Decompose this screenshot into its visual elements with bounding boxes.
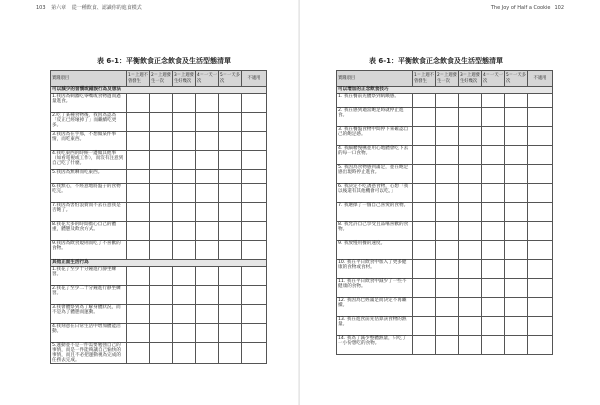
rating-cell	[505, 240, 528, 259]
table-row	[51, 132, 267, 151]
column-header-not-applicable: 不適用	[528, 71, 553, 87]
rating-cell	[528, 221, 553, 240]
rating-cell	[459, 240, 482, 259]
rating-cell	[173, 240, 196, 259]
table-row	[51, 202, 267, 221]
checklist-item-text: 13. 我在進食前先估算該食物的熱量。	[337, 316, 413, 335]
rating-cell	[436, 221, 459, 240]
table-row	[337, 297, 553, 316]
rating-cell	[219, 266, 242, 285]
right-running-header	[308, 4, 564, 13]
right-checklist-table	[336, 70, 553, 355]
chapter-title: 從一種飲食、認識你的進食模式	[71, 5, 142, 11]
checklist-item-text: 7. 我選擇了一個自己喜愛的食物。	[337, 202, 413, 221]
rating-cell	[196, 94, 219, 113]
column-header-once: 2＝上週發生一次	[436, 71, 459, 87]
table-row	[337, 183, 553, 202]
rating-cell	[436, 297, 459, 316]
rating-cell	[505, 183, 528, 202]
rating-cell	[482, 278, 505, 297]
rating-cell	[219, 221, 242, 240]
table-row	[51, 266, 267, 285]
rating-cell	[459, 145, 482, 164]
rating-cell	[505, 164, 528, 183]
rating-cell	[219, 113, 242, 132]
rating-cell	[528, 316, 553, 335]
table-row	[337, 126, 553, 145]
rating-cell	[459, 183, 482, 202]
rating-cell	[173, 183, 196, 202]
rating-cell	[528, 145, 553, 164]
rating-cell	[219, 342, 242, 363]
table-row	[337, 259, 553, 278]
checklist-item-text: 8. 我允許自己享受且品嚐喜歡的食物。	[337, 221, 413, 240]
table-row	[51, 285, 267, 304]
rating-cell	[482, 202, 505, 221]
rating-cell	[196, 285, 219, 304]
rating-cell	[150, 266, 173, 285]
checklist-item-text: 4.我吃東西的時候一邊做其他事（如看電視或工作），而沒有注意到自己吃了什麼。	[51, 151, 127, 170]
table-row	[337, 164, 553, 183]
rating-cell	[219, 304, 242, 323]
checklist-item-text: 1. 我在餐前先體察到飢餓感。	[337, 94, 413, 108]
rating-cell	[219, 202, 242, 221]
rating-cell	[127, 183, 150, 202]
rating-cell	[150, 323, 173, 342]
section-heading: 可以減少的習慣或錯誤行為及想法	[51, 87, 267, 94]
rating-cell	[413, 297, 436, 316]
left-table-title: 表 6-1：平衡飲食正念飲食及生活型態清單	[96, 57, 232, 65]
checklist-item-text: 8.我花大多的時間擔心自己的體重，體態及飲食方式。	[51, 221, 127, 240]
rating-cell	[413, 183, 436, 202]
rating-cell	[219, 285, 242, 304]
rating-cell	[459, 164, 482, 183]
rating-cell	[127, 113, 150, 132]
book-title: The Joy of Half a Cookie	[490, 5, 551, 11]
rating-cell	[219, 170, 242, 184]
rating-cell	[482, 183, 505, 202]
table-row	[337, 202, 553, 221]
rating-cell	[505, 94, 528, 108]
checklist-item-text: 2.吃了某種食物後，我因為認為「反正已經壞掉了」而繼續吃更多。	[51, 113, 127, 132]
rating-cell	[173, 132, 196, 151]
table-row	[51, 221, 267, 240]
checklist-item-text: 1.我花了至少十分鐘進行靜坐練習。	[51, 266, 127, 285]
rating-cell	[505, 259, 528, 278]
left-page-number: 103	[36, 5, 46, 11]
checklist-item-text: 3.我會體察到為了解身體狀況，而不是為了體態而運動。	[51, 304, 127, 323]
rating-cell	[436, 126, 459, 145]
rating-cell	[150, 342, 173, 363]
rating-cell	[127, 323, 150, 342]
right-header-row	[337, 71, 553, 87]
rating-cell	[173, 202, 196, 221]
rating-cell	[173, 342, 196, 363]
rating-cell	[242, 323, 267, 342]
column-header-once: 2＝上週發生一次	[150, 71, 173, 87]
checklist-item-text: 14. 我為了減少整體熱量，只吃了一小份想吃的食物。	[337, 335, 413, 354]
rating-cell	[242, 266, 267, 285]
rating-cell	[413, 240, 436, 259]
checklist-item-text: 9. 我放慢用餐的速度。	[337, 240, 413, 259]
rating-cell	[505, 297, 528, 316]
column-header-item: 實踐項目	[337, 71, 413, 87]
rating-cell	[436, 202, 459, 221]
table-row	[337, 94, 553, 108]
rating-cell	[150, 170, 173, 184]
column-header-multiple-daily: 5＝一天多次	[219, 71, 242, 87]
checklist-item-text: 5.我因為無聊而吃東西。	[51, 170, 127, 184]
checklist-item-text: 4. 我細嚼慢嚥並用心地體會吃下去的每一口食物。	[337, 145, 413, 164]
rating-cell	[505, 107, 528, 126]
rating-cell	[413, 221, 436, 240]
rating-cell	[242, 170, 267, 184]
checklist-item-text: 4.我刻意在日常生活中增加體能活動。	[51, 323, 127, 342]
rating-cell	[173, 285, 196, 304]
rating-cell	[150, 132, 173, 151]
rating-cell	[482, 221, 505, 240]
column-header-never: 1＝上週不曾發生	[413, 71, 436, 87]
right-table-title: 表 6-1：平衡飲食正念飲食及生活型態清單	[368, 57, 504, 65]
rating-cell	[413, 278, 436, 297]
rating-cell	[242, 221, 267, 240]
rating-cell	[459, 335, 482, 354]
rating-cell	[127, 221, 150, 240]
chapter-label: 第六章	[51, 5, 67, 11]
rating-cell	[459, 107, 482, 126]
table-row	[337, 335, 553, 354]
rating-cell	[219, 240, 242, 259]
column-header-several: 3＝上週發生好幾次	[459, 71, 482, 87]
rating-cell	[196, 342, 219, 363]
rating-cell	[413, 107, 436, 126]
rating-cell	[505, 126, 528, 145]
rating-cell	[459, 221, 482, 240]
checklist-item-text: 1.我因為刺激吃零嘴或食物過而過量進食。	[51, 94, 127, 113]
table-row	[337, 278, 553, 297]
rating-cell	[150, 183, 173, 202]
table-row	[337, 107, 553, 126]
rating-cell	[528, 183, 553, 202]
checklist-item-text: 5.運動並不是一件需要勉強自己的事情，而是一件能夠讓自己愉快的事情，而且不必把運動視為完成的任務去完成。	[51, 342, 127, 363]
rating-cell	[196, 113, 219, 132]
rating-cell	[482, 259, 505, 278]
left-header-row	[51, 71, 267, 87]
right-page	[300, 0, 600, 405]
right-table-body	[337, 87, 553, 355]
left-running-header	[36, 4, 292, 13]
rating-cell	[459, 316, 482, 335]
rating-cell	[173, 94, 196, 113]
rating-cell	[173, 151, 196, 170]
rating-cell	[528, 164, 553, 183]
rating-cell	[242, 183, 267, 202]
rating-cell	[413, 126, 436, 145]
section-row	[51, 259, 267, 266]
rating-cell	[436, 278, 459, 297]
column-header-daily: 4＝一天一次	[482, 71, 505, 87]
rating-cell	[127, 151, 150, 170]
rating-cell	[505, 145, 528, 164]
checklist-item-text: 3.我因為在乎那，不想做某件事情，而吃東西。	[51, 132, 127, 151]
rating-cell	[173, 170, 196, 184]
column-header-multiple-daily: 5＝一天多次	[505, 71, 528, 87]
rating-cell	[242, 285, 267, 304]
rating-cell	[196, 323, 219, 342]
rating-cell	[528, 259, 553, 278]
rating-cell	[196, 221, 219, 240]
rating-cell	[150, 202, 173, 221]
rating-cell	[436, 164, 459, 183]
checklist-item-text: 10. 我在平日飲食中加入了更多健康的食物或食材。	[337, 259, 413, 278]
rating-cell	[196, 132, 219, 151]
rating-cell	[173, 304, 196, 323]
rating-cell	[459, 94, 482, 108]
column-header-never: 1＝上週不曾發生	[127, 71, 150, 87]
rating-cell	[436, 259, 459, 278]
rating-cell	[528, 335, 553, 354]
rating-cell	[127, 342, 150, 363]
table-row	[51, 304, 267, 323]
rating-cell	[436, 107, 459, 126]
checklist-item-text: 2.我花了至少二十分鐘進行靜坐練習。	[51, 285, 127, 304]
table-row	[51, 323, 267, 342]
checklist-item-text: 11. 我在平日飲食中減少了一些不健康的食物。	[337, 278, 413, 297]
left-table-body	[51, 87, 267, 364]
rating-cell	[482, 126, 505, 145]
rating-cell	[127, 94, 150, 113]
table-row	[337, 221, 553, 240]
rating-cell	[127, 304, 150, 323]
rating-cell	[413, 316, 436, 335]
table-row	[51, 342, 267, 363]
rating-cell	[242, 240, 267, 259]
rating-cell	[505, 278, 528, 297]
rating-cell	[413, 94, 436, 108]
table-row	[337, 145, 553, 164]
rating-cell	[127, 170, 150, 184]
rating-cell	[528, 107, 553, 126]
rating-cell	[173, 113, 196, 132]
rating-cell	[196, 183, 219, 202]
rating-cell	[150, 285, 173, 304]
rating-cell	[436, 335, 459, 354]
rating-cell	[413, 202, 436, 221]
rating-cell	[436, 316, 459, 335]
rating-cell	[528, 202, 553, 221]
rating-cell	[127, 240, 150, 259]
rating-cell	[242, 94, 267, 113]
rating-cell	[242, 202, 267, 221]
rating-cell	[505, 335, 528, 354]
section-row	[337, 87, 553, 94]
rating-cell	[482, 164, 505, 183]
rating-cell	[242, 132, 267, 151]
rating-cell	[196, 170, 219, 184]
rating-cell	[459, 126, 482, 145]
rating-cell	[127, 266, 150, 285]
rating-cell	[436, 145, 459, 164]
rating-cell	[482, 107, 505, 126]
rating-cell	[219, 132, 242, 151]
rating-cell	[242, 151, 267, 170]
rating-cell	[150, 113, 173, 132]
rating-cell	[505, 221, 528, 240]
rating-cell	[482, 145, 505, 164]
rating-cell	[196, 304, 219, 323]
section-heading: 其他正面生活行為	[51, 259, 267, 266]
table-row	[51, 240, 267, 259]
rating-cell	[436, 183, 459, 202]
checklist-item-text: 9.我因為飲食規則而吃了不喜歡的食物。	[51, 240, 127, 259]
checklist-item-text: 6.我無心，不經意地將盤子的食物吃完。	[51, 183, 127, 202]
rating-cell	[482, 240, 505, 259]
rating-cell	[505, 316, 528, 335]
checklist-item-text: 5. 我因為食物感到滿足，並在飽足感出現時停止進食。	[337, 164, 413, 183]
rating-cell	[150, 94, 173, 113]
rating-cell	[196, 151, 219, 170]
rating-cell	[150, 221, 173, 240]
column-header-not-applicable: 不適用	[242, 71, 267, 87]
rating-cell	[413, 164, 436, 183]
table-row	[51, 170, 267, 184]
rating-cell	[482, 94, 505, 108]
rating-cell	[173, 266, 196, 285]
checklist-item-text: 3. 我在餐盤食物中間停下來確認自己的飽足感。	[337, 126, 413, 145]
rating-cell	[127, 202, 150, 221]
rating-cell	[196, 202, 219, 221]
rating-cell	[196, 266, 219, 285]
checklist-item-text: 12. 我因為已經滿足而決定不再繼續。	[337, 297, 413, 316]
rating-cell	[242, 304, 267, 323]
rating-cell	[528, 297, 553, 316]
section-heading: 可以增加的正念飲食技巧	[337, 87, 553, 94]
rating-cell	[459, 202, 482, 221]
checklist-item-text: 2. 我在感到適當飽足時就停止進食。	[337, 107, 413, 126]
rating-cell	[242, 113, 267, 132]
rating-cell	[150, 240, 173, 259]
table-row	[51, 183, 267, 202]
rating-cell	[219, 94, 242, 113]
rating-cell	[436, 240, 459, 259]
rating-cell	[127, 285, 150, 304]
table-row	[337, 316, 553, 335]
rating-cell	[482, 297, 505, 316]
section-row	[51, 87, 267, 94]
rating-cell	[413, 145, 436, 164]
right-page-number: 102	[554, 5, 564, 11]
table-row	[337, 240, 553, 259]
rating-cell	[150, 151, 173, 170]
left-header-group	[36, 4, 142, 13]
rating-cell	[413, 259, 436, 278]
rating-cell	[528, 94, 553, 108]
column-header-item: 實踐項目	[51, 71, 127, 87]
rating-cell	[219, 183, 242, 202]
checklist-item-text: 6. 我決定不吃誘惑食物，心想「我以後還有其他機會可以吃。」	[337, 183, 413, 202]
rating-cell	[127, 132, 150, 151]
left-checklist-table	[50, 70, 267, 364]
rating-cell	[219, 151, 242, 170]
rating-cell	[505, 202, 528, 221]
table-row	[51, 113, 267, 132]
rating-cell	[482, 335, 505, 354]
rating-cell	[436, 94, 459, 108]
column-header-several: 3＝上週發生好幾次	[173, 71, 196, 87]
rating-cell	[528, 126, 553, 145]
table-row	[51, 94, 267, 113]
rating-cell	[413, 335, 436, 354]
rating-cell	[196, 240, 219, 259]
rating-cell	[150, 304, 173, 323]
rating-cell	[173, 323, 196, 342]
rating-cell	[528, 278, 553, 297]
checklist-item-text: 7.我因為害怕浪費而不去在意我是否飽了。	[51, 202, 127, 221]
rating-cell	[459, 259, 482, 278]
rating-cell	[482, 316, 505, 335]
rating-cell	[459, 297, 482, 316]
rating-cell	[219, 323, 242, 342]
column-header-daily: 4＝一天一次	[196, 71, 219, 87]
rating-cell	[173, 221, 196, 240]
rating-cell	[459, 278, 482, 297]
rating-cell	[528, 240, 553, 259]
rating-cell	[242, 342, 267, 363]
table-row	[51, 151, 267, 170]
